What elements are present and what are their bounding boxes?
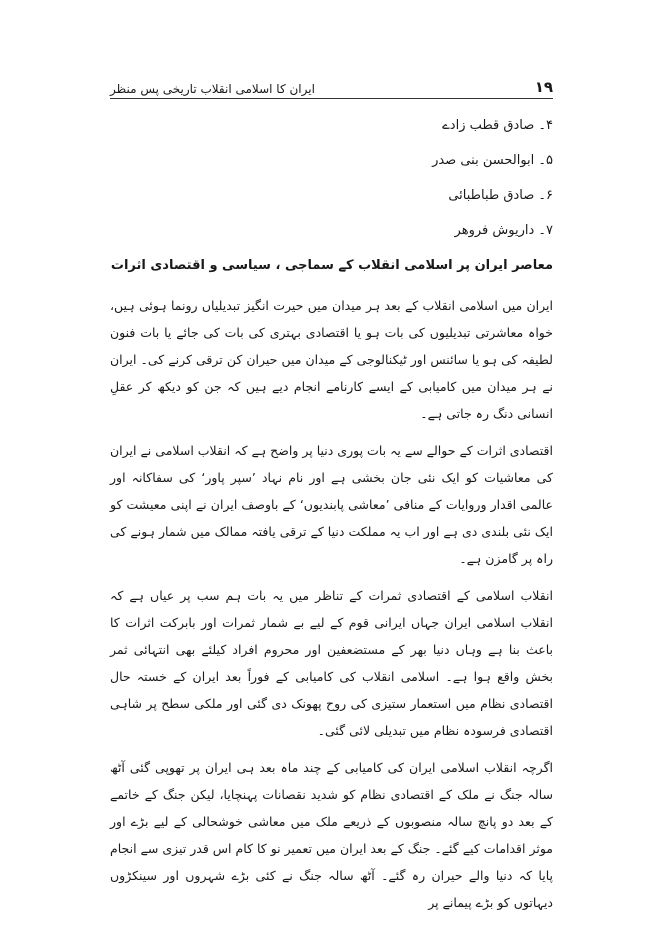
page-content — [110, 116, 553, 926]
page-number: ۱۹ — [534, 78, 553, 96]
header-divider — [110, 98, 553, 99]
paragraph: اقتصادی اثرات کے حوالے سے یہ بات پوری دنیا پر واضح ہے کہ انقلاب اسلامی نے ایران کی معاشیات کو ایک نئی جان بخشی ہے اور نام نہاد ’سپر پاور‘ کی سفاکانہ اور عالمی اقدار وروایات کے منافی ’معاشی پابندیوں‘ کے باوصف ایران نے اپنی معیشت کو ایک نئی بلندی دی ہے اور اب یہ مملکت دنیا کے ترقی یافتہ ممالک میں شمار ہونے کی راہ پر گامزن ہے۔ — [110, 443, 553, 566]
paragraph: اگرچہ انقلاب اسلامی ایران کی کامیابی کے چند ماہ بعد ہی ایران پر تھوپی گئی آٹھ سالہ جنگ نے ملک کے اقتصادی نظام کو شدید نقصانات پہنچایا، لیکن جنگ کے خاتمے کے بعد دو پانچ سالہ منصوبوں کے ذریعے ملک میں معاشی خوشحالی کے لیے بڑے اور موثر اقدامات کیے گئے۔ جنگ کے بعد ایران میں تعمیر نو کا کام اس قدر تیزی سے انجام پایا کہ دنیا والے حیران رہ گئے۔ آٹھ سالہ جنگ نے کئی بڑے شہروں اور سینکڑوں دیہاتوں کو بڑے پیمانے پر — [110, 760, 553, 910]
paragraph: انقلاب اسلامی کے اقتصادی ثمرات کے تناظر میں یہ بات ہم سب پر عیاں ہے کہ انقلاب اسلامی ایران جہاں ایرانی قوم کے لیے بے شمار ثمرات اور بابرکت اثرات کا باعث بنا ہے وہاں دنیا بھر کے مستضعفین اور محروم افراد کیلئے بھی انتہائی ثمر بخش واقع ہوا ہے۔ اسلامی انقلاب کی کامیابی کے فوراً بعد ایران کے خستہ حال اقتصادی نظام میں استعمار ستیزی کی روح پھونک دی گئی اور ملکی سطح پر شاہی اقتصادی فرسودہ نظام میں تبدیلی لائی گئی۔ — [110, 588, 553, 738]
list-item: ۷۔ داریوش فروھر — [454, 223, 553, 238]
section-heading: معاصر ایران پر اسلامی انقلاب کے سماجی ، سیاسی و اقتصادی اثرات — [110, 258, 553, 273]
running-title: ایران کا اسلامی انقلاب تاریخی پس منظر — [110, 82, 315, 96]
page-header — [110, 70, 553, 96]
list-item: ۴۔ صادق قطب زادے — [442, 118, 553, 133]
paragraph: ایران میں اسلامی انقلاب کے بعد ہر میدان میں حیرت انگیز تبدیلیاں رونما ہوئی ہیں، خواہ معاشرتی تبدیلیوں کی بات ہو یا اقتصادی بہتری کی بات کی جائے یا بات فنون لطیفہ کی ہو یا سائنس اور ٹیکنالوجی کے میدان میں حیران کن ترقی کرنے کی۔ ایران نے ہر میدان میں کامیابی کے ایسے کارنامے انجام دیے ہیں کہ جن کو دیکھ کر عقلِ انسانی دنگ رہ جاتی ہے۔ — [110, 298, 553, 421]
list-item: ۶۔ صادق طباطبائی — [448, 188, 553, 203]
list-item: ۵۔ ابوالحسن بنی صدر — [432, 153, 553, 168]
